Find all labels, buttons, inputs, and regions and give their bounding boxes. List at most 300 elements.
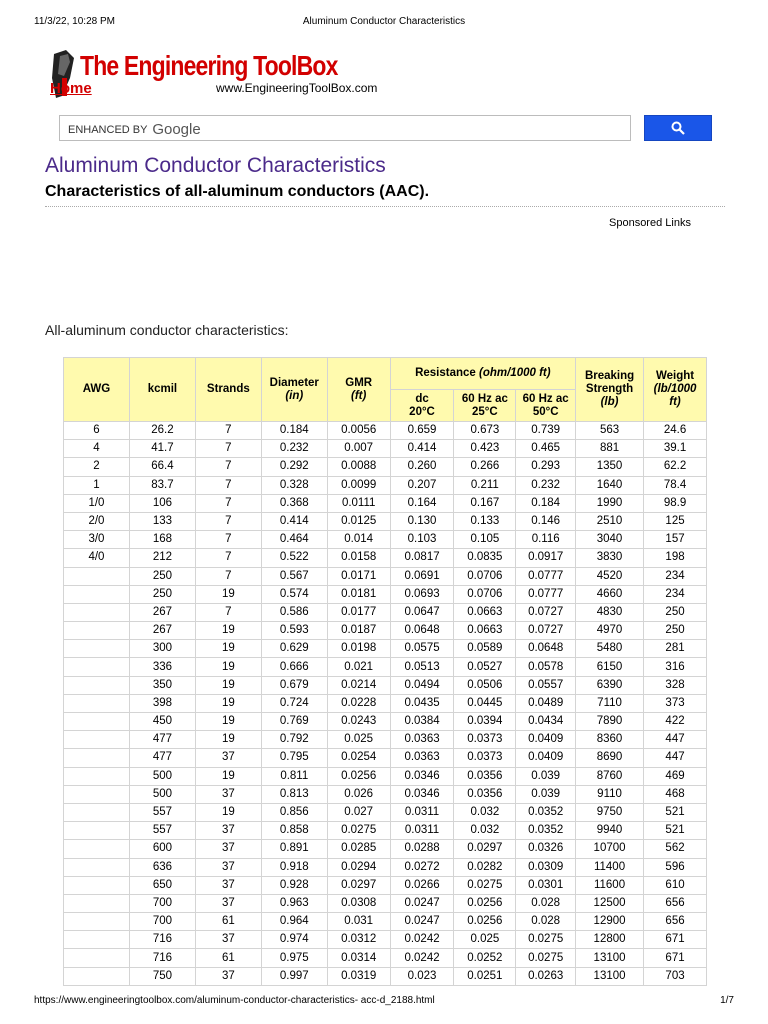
table-cell: 8690 xyxy=(576,749,644,767)
enhanced-by-label: ENHANCED BY xyxy=(68,124,148,136)
table-cell: 0.0352 xyxy=(516,803,576,821)
table-row xyxy=(64,676,707,694)
table-row xyxy=(64,731,707,749)
table-cell xyxy=(64,803,130,821)
table-cell: 0.0494 xyxy=(390,676,454,694)
table-cell: 0.0275 xyxy=(327,822,390,840)
table-cell: 300 xyxy=(129,640,195,658)
table-cell xyxy=(64,785,130,803)
table-row xyxy=(64,658,707,676)
table-cell: 19 xyxy=(195,694,261,712)
table-cell: 2 xyxy=(64,458,130,476)
table-cell: 0.0356 xyxy=(454,785,516,803)
table-cell: 316 xyxy=(644,658,707,676)
table-cell: 521 xyxy=(644,822,707,840)
table-cell xyxy=(64,949,130,967)
table-cell: 671 xyxy=(644,949,707,967)
divider xyxy=(45,206,725,207)
table-row xyxy=(64,749,707,767)
table-cell xyxy=(64,749,130,767)
table-cell: 19 xyxy=(195,658,261,676)
table-cell: 0.0301 xyxy=(516,876,576,894)
table-cell: 0.0158 xyxy=(327,549,390,567)
table-cell: 0.0489 xyxy=(516,694,576,712)
table-cell: 0.963 xyxy=(261,894,327,912)
table-cell: 24.6 xyxy=(644,422,707,440)
table-cell: 250 xyxy=(644,603,707,621)
table-cell: 267 xyxy=(129,603,195,621)
table-cell: 0.0727 xyxy=(516,603,576,621)
header-diameter-unit: (in) xyxy=(285,389,304,402)
table-cell: 9750 xyxy=(576,803,644,821)
table-cell: 716 xyxy=(129,931,195,949)
table-cell: 0.0256 xyxy=(454,913,516,931)
header-resistance-unit: (ohm/1000 ft) xyxy=(479,367,551,379)
table-cell: 0.0373 xyxy=(454,731,516,749)
table-cell: 0.260 xyxy=(390,458,454,476)
table-cell: 0.0125 xyxy=(327,512,390,530)
table-cell: 0.0314 xyxy=(327,949,390,967)
table-cell: 0.023 xyxy=(390,967,454,985)
table-row xyxy=(64,585,707,603)
table-cell: 1640 xyxy=(576,476,644,494)
table-cell: 0.673 xyxy=(454,422,516,440)
table-cell: 0.0247 xyxy=(390,913,454,931)
table-row xyxy=(64,694,707,712)
table-cell: 0.586 xyxy=(261,603,327,621)
table-cell: 0.184 xyxy=(516,494,576,512)
table-cell: 0.0409 xyxy=(516,749,576,767)
table-cell: 469 xyxy=(644,767,707,785)
table-cell: 373 xyxy=(644,694,707,712)
table-row xyxy=(64,494,707,512)
table-cell: 0.0648 xyxy=(516,640,576,658)
table-cell: 0.0363 xyxy=(390,749,454,767)
header-gmr xyxy=(327,358,390,422)
table-cell: 125 xyxy=(644,512,707,530)
table-cell xyxy=(64,822,130,840)
table-cell: 477 xyxy=(129,731,195,749)
table-cell: 234 xyxy=(644,585,707,603)
table-cell: 0.0557 xyxy=(516,676,576,694)
table-cell: 4660 xyxy=(576,585,644,603)
table-cell: 336 xyxy=(129,658,195,676)
table-cell xyxy=(64,858,130,876)
table-cell: 716 xyxy=(129,949,195,967)
header-resistance-label: Resistance xyxy=(415,367,476,379)
table-cell: 0.974 xyxy=(261,931,327,949)
table-cell: 1/0 xyxy=(64,494,130,512)
table-cell: 2/0 xyxy=(64,512,130,530)
table-cell: 0.0311 xyxy=(390,803,454,821)
table-cell: 19 xyxy=(195,803,261,821)
table-cell: 19 xyxy=(195,713,261,731)
table-cell: 0.891 xyxy=(261,840,327,858)
header-dc xyxy=(390,390,454,422)
table-cell: 19 xyxy=(195,640,261,658)
table-cell: 0.0434 xyxy=(516,713,576,731)
table-cell xyxy=(64,603,130,621)
header-kcmil: kcmil xyxy=(129,358,195,422)
table-cell xyxy=(64,622,130,640)
table-cell: 0.0384 xyxy=(390,713,454,731)
table-cell: 0.164 xyxy=(390,494,454,512)
table-cell: 700 xyxy=(129,894,195,912)
table-cell: 0.0409 xyxy=(516,731,576,749)
table-cell: 37 xyxy=(195,785,261,803)
header-gmr-label: GMR xyxy=(345,376,373,389)
table-cell: 1 xyxy=(64,476,130,494)
table-cell: 0.0578 xyxy=(516,658,576,676)
table-cell: 19 xyxy=(195,767,261,785)
table-cell: 0.0297 xyxy=(454,840,516,858)
table-cell: 0.0242 xyxy=(390,931,454,949)
table-cell: 11600 xyxy=(576,876,644,894)
table-cell: 37 xyxy=(195,931,261,949)
table-row xyxy=(64,894,707,912)
table-cell: 500 xyxy=(129,785,195,803)
table-cell: 0.0187 xyxy=(327,622,390,640)
sponsored-links-label: Sponsored Links xyxy=(609,217,691,229)
table-cell: 0.0319 xyxy=(327,967,390,985)
table-cell: 0.0171 xyxy=(327,567,390,585)
table-cell xyxy=(64,731,130,749)
table-cell: 0.130 xyxy=(390,512,454,530)
table-row xyxy=(64,713,707,731)
table-cell: 0.0435 xyxy=(390,694,454,712)
table-row xyxy=(64,603,707,621)
table-cell: 0.0256 xyxy=(327,767,390,785)
table-cell: 281 xyxy=(644,640,707,658)
search-icon xyxy=(671,121,685,135)
table-cell: 0.116 xyxy=(516,531,576,549)
table-cell: 0.0275 xyxy=(454,876,516,894)
table-cell: 13100 xyxy=(576,949,644,967)
table-cell: 8760 xyxy=(576,767,644,785)
conductor-table xyxy=(63,357,707,986)
table-cell: 557 xyxy=(129,822,195,840)
table-cell: 7 xyxy=(195,567,261,585)
search-input[interactable] xyxy=(59,115,631,141)
table-row xyxy=(64,476,707,494)
header-weight xyxy=(644,358,707,422)
table-cell: 0.133 xyxy=(454,512,516,530)
table-row xyxy=(64,458,707,476)
table-cell: 0.0243 xyxy=(327,713,390,731)
table-cell: 0.0706 xyxy=(454,585,516,603)
table-cell: 0.629 xyxy=(261,640,327,658)
table-row xyxy=(64,440,707,458)
table-cell: 3/0 xyxy=(64,531,130,549)
table-cell: 0.0917 xyxy=(516,549,576,567)
table-cell: 0.0647 xyxy=(390,603,454,621)
table-cell xyxy=(64,676,130,694)
table-cell: 0.0297 xyxy=(327,876,390,894)
table-row xyxy=(64,549,707,567)
table-row xyxy=(64,858,707,876)
table-cell: 0.567 xyxy=(261,567,327,585)
table-cell: 168 xyxy=(129,531,195,549)
table-cell: 0.032 xyxy=(454,803,516,821)
table-cell xyxy=(64,894,130,912)
table-cell: 656 xyxy=(644,894,707,912)
header-ac50 xyxy=(516,390,576,422)
table-cell: 0.211 xyxy=(454,476,516,494)
google-label: Google xyxy=(152,121,201,138)
table-row xyxy=(64,913,707,931)
table-cell: 0.021 xyxy=(327,658,390,676)
table-cell: 671 xyxy=(644,931,707,949)
table-cell: 19 xyxy=(195,585,261,603)
header-ac25-b: 25°C xyxy=(472,405,498,418)
table-cell: 0.0363 xyxy=(390,731,454,749)
table-cell xyxy=(64,967,130,985)
table-cell: 12800 xyxy=(576,931,644,949)
table-cell: 0.014 xyxy=(327,531,390,549)
table-cell: 0.574 xyxy=(261,585,327,603)
table-cell: 0.025 xyxy=(454,931,516,949)
table-row xyxy=(64,967,707,985)
table-cell: 700 xyxy=(129,913,195,931)
intro-text: All-aluminum conductor characteristics: xyxy=(45,322,289,338)
header-diameter-label: Diameter xyxy=(269,376,319,389)
table-cell: 0.0648 xyxy=(390,622,454,640)
table-cell: 0.0589 xyxy=(454,640,516,658)
table-cell: 3830 xyxy=(576,549,644,567)
table-cell: 0.0575 xyxy=(390,640,454,658)
table-cell: 0.031 xyxy=(327,913,390,931)
table-cell: 0.0663 xyxy=(454,603,516,621)
table-cell: 0.659 xyxy=(390,422,454,440)
table-cell: 3040 xyxy=(576,531,644,549)
table-cell: 0.414 xyxy=(390,440,454,458)
table-cell: 0.0309 xyxy=(516,858,576,876)
table-cell: 4 xyxy=(64,440,130,458)
table-cell: 750 xyxy=(129,967,195,985)
table-cell: 26.2 xyxy=(129,422,195,440)
table-cell: 0.039 xyxy=(516,767,576,785)
footer-url: https://www.engineeringtoolbox.com/aluminum-conductor-characteristics- acc-d_2188.html xyxy=(34,995,435,1006)
table-cell: 0.028 xyxy=(516,913,576,931)
table-cell: 477 xyxy=(129,749,195,767)
table-cell: 0.0346 xyxy=(390,785,454,803)
table-cell: 6 xyxy=(64,422,130,440)
table-cell: 234 xyxy=(644,567,707,585)
table-cell: 0.811 xyxy=(261,767,327,785)
header-ac25-a: 60 Hz ac xyxy=(461,392,508,405)
table-cell: 0.856 xyxy=(261,803,327,821)
table-cell: 0.0285 xyxy=(327,840,390,858)
table-cell xyxy=(64,767,130,785)
table-cell: 0.025 xyxy=(327,731,390,749)
table-cell: 0.593 xyxy=(261,622,327,640)
print-datetime: 11/3/22, 10:28 PM xyxy=(34,16,115,27)
table-cell: 0.184 xyxy=(261,422,327,440)
header-gmr-unit: (ft) xyxy=(351,389,367,402)
table-cell: 557 xyxy=(129,803,195,821)
table-cell: 0.0706 xyxy=(454,567,516,585)
table-cell: 9110 xyxy=(576,785,644,803)
site-title: The Engineering ToolBox xyxy=(80,50,338,81)
table-cell: 0.0693 xyxy=(390,585,454,603)
table-cell: 0.028 xyxy=(516,894,576,912)
table-cell: 157 xyxy=(644,531,707,549)
table-body xyxy=(64,422,707,986)
table-cell: 0.232 xyxy=(261,440,327,458)
print-title: Aluminum Conductor Characteristics xyxy=(302,16,466,27)
table-cell: 422 xyxy=(644,713,707,731)
table-cell: 447 xyxy=(644,731,707,749)
table-cell: 0.0373 xyxy=(454,749,516,767)
table-cell xyxy=(64,876,130,894)
header-weight-unit-b: ft) xyxy=(669,396,681,408)
table-cell: 1990 xyxy=(576,494,644,512)
table-cell: 450 xyxy=(129,713,195,731)
table-cell: 0.0272 xyxy=(390,858,454,876)
table-row xyxy=(64,785,707,803)
search-button[interactable] xyxy=(644,115,712,141)
header-diameter xyxy=(261,358,327,422)
table-cell: 5480 xyxy=(576,640,644,658)
table-cell: 0.007 xyxy=(327,440,390,458)
table-cell: 0.0056 xyxy=(327,422,390,440)
table-cell: 0.0256 xyxy=(454,894,516,912)
table-cell: 0.0251 xyxy=(454,967,516,985)
table-cell: 600 xyxy=(129,840,195,858)
table-cell: 19 xyxy=(195,731,261,749)
table-cell: 37 xyxy=(195,822,261,840)
footer-page-number: 1/7 xyxy=(720,995,734,1006)
table-cell: 0.0312 xyxy=(327,931,390,949)
table-cell: 37 xyxy=(195,894,261,912)
table-cell: 2510 xyxy=(576,512,644,530)
table-cell: 0.0198 xyxy=(327,640,390,658)
header-awg: AWG xyxy=(64,358,130,422)
table-cell: 0.918 xyxy=(261,858,327,876)
table-cell: 656 xyxy=(644,913,707,931)
table-cell: 0.522 xyxy=(261,549,327,567)
table-row xyxy=(64,822,707,840)
table-cell: 447 xyxy=(644,749,707,767)
table-cell: 0.0352 xyxy=(516,822,576,840)
table-cell: 61 xyxy=(195,949,261,967)
table-cell: 0.0254 xyxy=(327,749,390,767)
table-cell: 37 xyxy=(195,840,261,858)
table-cell: 7 xyxy=(195,549,261,567)
table-cell: 0.0252 xyxy=(454,949,516,967)
table-cell xyxy=(64,913,130,931)
table-cell: 0.792 xyxy=(261,731,327,749)
table-cell: 0.0247 xyxy=(390,894,454,912)
table-cell: 0.105 xyxy=(454,531,516,549)
table-cell: 61 xyxy=(195,913,261,931)
page-subtitle: Characteristics of all-aluminum conductors (AAC). xyxy=(45,183,430,200)
table-cell: 881 xyxy=(576,440,644,458)
table-cell: 66.4 xyxy=(129,458,195,476)
table-cell: 0.0177 xyxy=(327,603,390,621)
table-cell: 521 xyxy=(644,803,707,821)
table-cell: 0.0282 xyxy=(454,858,516,876)
table-cell: 7 xyxy=(195,422,261,440)
table-cell: 10700 xyxy=(576,840,644,858)
table-cell: 41.7 xyxy=(129,440,195,458)
table-cell: 0.0275 xyxy=(516,949,576,967)
table-cell: 0.0346 xyxy=(390,767,454,785)
table-cell: 0.928 xyxy=(261,876,327,894)
table-cell: 37 xyxy=(195,967,261,985)
search-branding xyxy=(68,120,201,137)
table-cell xyxy=(64,658,130,676)
header-dc-a: dc xyxy=(415,392,429,405)
table-cell: 0.293 xyxy=(516,458,576,476)
table-cell: 7 xyxy=(195,494,261,512)
table-cell: 0.465 xyxy=(516,440,576,458)
table-row xyxy=(64,767,707,785)
table-cell: 0.232 xyxy=(516,476,576,494)
table-cell: 6390 xyxy=(576,676,644,694)
site-url: www.EngineeringToolBox.com xyxy=(216,81,378,95)
table-cell: 0.0266 xyxy=(390,876,454,894)
table-cell: 0.026 xyxy=(327,785,390,803)
table-cell: 11400 xyxy=(576,858,644,876)
table-cell: 0.0835 xyxy=(454,549,516,567)
table-cell: 0.0275 xyxy=(516,931,576,949)
table-cell: 0.328 xyxy=(261,476,327,494)
table-cell: 0.769 xyxy=(261,713,327,731)
table-cell: 7 xyxy=(195,512,261,530)
table-cell: 4830 xyxy=(576,603,644,621)
table-cell xyxy=(64,567,130,585)
table-cell: 250 xyxy=(644,622,707,640)
table-cell: 0.423 xyxy=(454,440,516,458)
table-cell: 9940 xyxy=(576,822,644,840)
table-cell: 0.0727 xyxy=(516,622,576,640)
table-cell: 62.2 xyxy=(644,458,707,476)
table-cell: 650 xyxy=(129,876,195,894)
table-cell xyxy=(64,640,130,658)
table-cell: 39.1 xyxy=(644,440,707,458)
table-cell: 19 xyxy=(195,676,261,694)
home-link[interactable]: Home xyxy=(50,80,92,97)
table-cell: 198 xyxy=(644,549,707,567)
table-cell: 37 xyxy=(195,858,261,876)
header-weight-label: Weight xyxy=(655,370,695,382)
table-cell: 0.997 xyxy=(261,967,327,985)
table-cell: 0.0326 xyxy=(516,840,576,858)
table-cell: 0.795 xyxy=(261,749,327,767)
table-row xyxy=(64,931,707,949)
table-cell: 500 xyxy=(129,767,195,785)
header-breaking-a: Breaking xyxy=(584,370,635,382)
table-cell: 19 xyxy=(195,622,261,640)
table-cell: 0.0242 xyxy=(390,949,454,967)
table-cell: 98.9 xyxy=(644,494,707,512)
table-cell: 0.0228 xyxy=(327,694,390,712)
table-cell: 0.167 xyxy=(454,494,516,512)
table-cell xyxy=(64,694,130,712)
header-breaking-unit: (lb) xyxy=(600,396,619,408)
table-cell xyxy=(64,840,130,858)
table-cell: 0.207 xyxy=(390,476,454,494)
table-cell: 0.266 xyxy=(454,458,516,476)
table-cell: 0.292 xyxy=(261,458,327,476)
table-cell: 0.0506 xyxy=(454,676,516,694)
header-ac50-b: 50°C xyxy=(532,405,559,418)
table-cell: 6150 xyxy=(576,658,644,676)
table-cell: 7 xyxy=(195,476,261,494)
table-cell: 350 xyxy=(129,676,195,694)
table-cell: 7 xyxy=(195,458,261,476)
